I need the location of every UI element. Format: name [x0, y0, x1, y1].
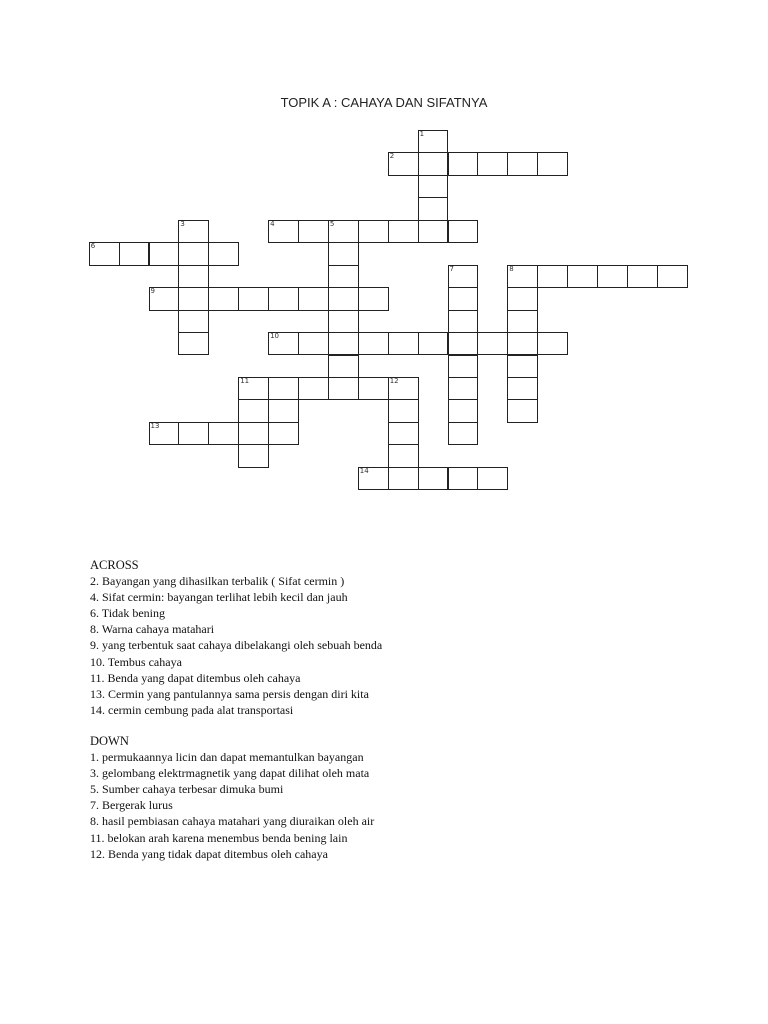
crossword-cell[interactable] [328, 220, 359, 243]
down-block [90, 733, 730, 862]
crossword-cell[interactable] [149, 242, 180, 265]
down-clue: 5. Sumber cahaya terbesar dimuka bumi [90, 782, 284, 797]
crossword-cell[interactable] [507, 287, 538, 310]
down-clue: 7. Bergerak lurus [90, 798, 173, 813]
down-heading: DOWN [90, 733, 129, 748]
across-clue: 2. Bayangan yang dihasilkan terbalik ( Sifat cermin ) [90, 574, 345, 589]
across-clue: 14. cermin cembung pada alat transportasi [90, 702, 294, 717]
clue-number: 14 [359, 466, 369, 475]
across-clue: 9. yang terbentuk saat cahaya dibelakangi oleh sebuah benda [90, 638, 383, 653]
crossword-cell[interactable] [238, 377, 269, 400]
crossword-cell[interactable] [238, 287, 269, 310]
crossword-cell[interactable] [388, 444, 419, 467]
crossword-cell[interactable] [448, 422, 479, 445]
clue-number: 13 [150, 421, 160, 430]
crossword-cell[interactable] [388, 422, 419, 445]
crossword-cell[interactable] [208, 287, 239, 310]
crossword-cell[interactable] [328, 310, 359, 333]
clue-number: 6 [90, 242, 96, 251]
crossword-cell[interactable] [178, 422, 209, 445]
crossword-cell[interactable] [268, 220, 299, 243]
crossword-cell[interactable] [418, 175, 449, 198]
across-clue: 13. Cermin yang pantulannya sama persis dengan diri kita [90, 686, 369, 701]
crossword-cell[interactable] [477, 467, 508, 490]
crossword-cell[interactable] [448, 467, 479, 490]
crossword-cell[interactable] [537, 152, 568, 175]
crossword-cell[interactable] [268, 422, 299, 445]
crossword-cell[interactable] [328, 332, 359, 355]
crossword-cell[interactable] [597, 265, 628, 288]
crossword-cell[interactable] [388, 467, 419, 490]
crossword-cell[interactable] [208, 242, 239, 265]
down-clue: 1. permukaannya licin dan dapat memantulkan bayangan [90, 750, 364, 765]
crossword-cell[interactable] [448, 355, 479, 378]
across-clue-list [90, 573, 730, 718]
crossword-cell[interactable] [178, 220, 209, 243]
crossword-cell[interactable] [418, 197, 449, 220]
crossword-cell[interactable] [298, 287, 329, 310]
clue-number: 8 [509, 264, 514, 273]
crossword-cell[interactable] [388, 152, 419, 175]
crossword-cell[interactable] [477, 332, 508, 355]
down-clue: 12. Benda yang tidak dapat ditembus oleh cahaya [90, 846, 328, 861]
down-clue: 8. hasil pembiasan cahaya matahari yang diuraikan oleh air [90, 814, 375, 829]
across-clue: 11. Benda yang dapat ditembus oleh cahaya [90, 670, 301, 685]
crossword-cell[interactable] [89, 242, 120, 265]
crossword-cell[interactable] [328, 355, 359, 378]
crossword-cell[interactable] [268, 287, 299, 310]
crossword-cell[interactable] [238, 422, 269, 445]
clue-number: 7 [449, 264, 454, 273]
crossword-cell[interactable] [448, 332, 479, 355]
crossword-cell[interactable] [328, 242, 359, 265]
crossword-cell[interactable] [448, 265, 479, 288]
clue-number: 5 [329, 219, 335, 228]
clue-number: 12 [389, 376, 399, 385]
crossword-cell[interactable] [388, 377, 419, 400]
across-block [90, 557, 730, 718]
across-clue: 10. Tembus cahaya [90, 654, 182, 669]
across-clue: 6. Tidak bening [90, 606, 166, 621]
crossword-cell[interactable] [507, 399, 538, 422]
crossword-cell[interactable] [448, 399, 479, 422]
crossword-cell[interactable] [208, 422, 239, 445]
clue-number: 3 [180, 219, 185, 228]
crossword-cell[interactable] [268, 332, 299, 355]
crossword-cell[interactable] [537, 332, 568, 355]
crossword-cell[interactable] [418, 332, 449, 355]
down-clue-list [90, 749, 730, 862]
page-title: TOPIK A : CAHAYA DAN SIFATNYA [280, 95, 488, 110]
clue-number: 4 [270, 219, 275, 228]
across-clue: 4. Sifat cermin: bayangan terlihat lebih kecil dan jauh [90, 590, 348, 605]
crossword-cell[interactable] [507, 377, 538, 400]
crossword-cell[interactable] [178, 242, 209, 265]
clues-section [90, 557, 730, 862]
crossword-cell[interactable] [358, 287, 389, 310]
clue-number: 1 [419, 130, 425, 138]
clue-number: 11 [240, 376, 250, 385]
crossword-cell[interactable] [178, 310, 209, 333]
crossword-cell[interactable] [298, 377, 329, 400]
crossword-cell[interactable] [178, 265, 209, 288]
across-clue: 8. Warna cahaya matahari [90, 622, 215, 637]
crossword-cell[interactable] [567, 265, 598, 288]
crossword-cell[interactable] [627, 265, 658, 288]
crossword-cell[interactable] [328, 287, 359, 310]
crossword-cell[interactable] [448, 310, 479, 333]
crossword-cell[interactable] [358, 377, 389, 400]
crossword-cell[interactable] [238, 399, 269, 422]
across-heading: ACROSS [90, 558, 139, 572]
crossword-cell[interactable] [358, 332, 389, 355]
crossword-cell[interactable] [149, 422, 180, 445]
crossword-cell[interactable] [477, 152, 508, 175]
crossword-cell[interactable] [418, 130, 449, 153]
crossword-cell[interactable] [358, 220, 389, 243]
down-clue: 11. belokan arah karena menembus benda bening lain [90, 830, 348, 845]
down-clue: 3. gelombang elektrmagnetik yang dapat dilihat oleh mata [90, 766, 370, 781]
crossword-cell[interactable] [418, 467, 449, 490]
crossword-cell[interactable] [328, 377, 359, 400]
crossword-cell[interactable] [507, 265, 538, 288]
crossword-cell[interactable] [328, 265, 359, 288]
clue-number: 2 [389, 152, 395, 161]
crossword-cell[interactable] [388, 220, 419, 243]
crossword-cell[interactable] [448, 152, 479, 175]
crossword-cell[interactable] [537, 265, 568, 288]
crossword-cell[interactable] [448, 220, 479, 243]
crossword-cell[interactable] [388, 399, 419, 422]
crossword-cell[interactable] [507, 332, 538, 355]
crossword-cell[interactable] [178, 332, 209, 355]
crossword-cell[interactable] [119, 242, 150, 265]
crossword-cell[interactable] [358, 467, 389, 490]
crossword-cell[interactable] [507, 355, 538, 378]
crossword-cell[interactable] [448, 377, 479, 400]
crossword-cell[interactable] [238, 444, 269, 467]
crossword-cell[interactable] [507, 152, 538, 175]
clue-number: 10 [270, 332, 280, 341]
crossword-cell[interactable] [149, 287, 180, 310]
crossword-cell[interactable] [178, 287, 209, 310]
crossword-cell[interactable] [507, 310, 538, 333]
crossword-cell[interactable] [298, 220, 329, 243]
crossword-cell[interactable] [657, 265, 688, 288]
crossword-cell[interactable] [298, 332, 329, 355]
crossword-cell[interactable] [268, 377, 299, 400]
crossword-cell[interactable] [448, 287, 479, 310]
crossword-cell[interactable] [268, 399, 299, 422]
clue-number: 9 [150, 287, 155, 296]
crossword-cell[interactable] [418, 220, 449, 243]
crossword-cell[interactable] [418, 152, 449, 175]
crossword-cell[interactable] [388, 332, 419, 355]
